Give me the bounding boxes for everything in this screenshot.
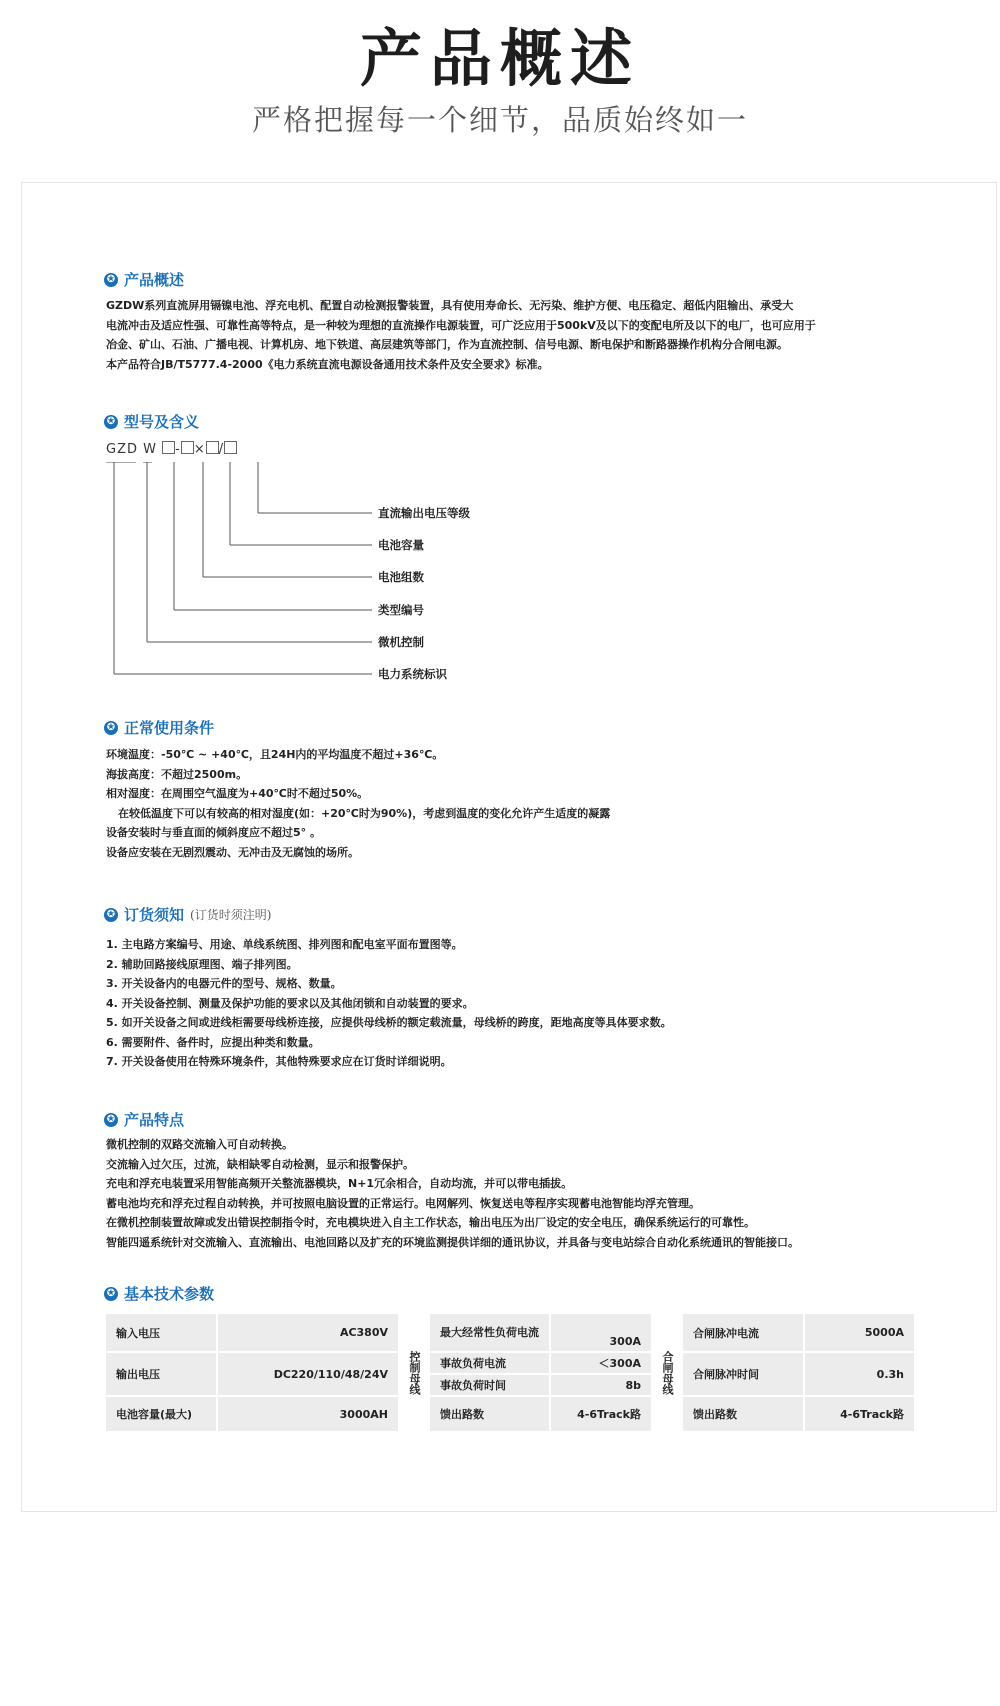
features-line: 交流输入过欠压，过流，缺相缺零自动检测，显示和报警保护。	[106, 1157, 414, 1171]
page-header	[0, 0, 1000, 180]
conditions-text	[106, 745, 916, 862]
star-bullet-icon: ✪	[104, 908, 118, 922]
features-text	[106, 1135, 916, 1252]
star-bullet-icon: ✪	[104, 415, 118, 429]
table-row	[105, 1352, 915, 1374]
spec-label: 合闸脉冲电流	[682, 1313, 804, 1352]
overview-line: 本产品符合JB/T5777.4-2000《电力系统直流电源设备通用技术条件及安全要求》标准。	[106, 357, 549, 371]
model-label-groups: 电池组数	[378, 570, 424, 584]
spec-value: DC220/110/48/24V	[217, 1352, 399, 1396]
features-line: 蓄电池均充和浮充过程自动转换，并可按照电脑设置的正常运行。电网解列、恢复送电等程序实现蓄电池智能均浮充管理。	[106, 1196, 700, 1210]
spec-value: 3000AH	[217, 1396, 399, 1432]
ordering-list	[106, 935, 916, 1072]
section-features-title	[104, 1110, 184, 1130]
spec-label: 馈出路数	[682, 1396, 804, 1432]
model-label-micro: 微机控制	[378, 635, 424, 649]
spec-label: 输出电压	[105, 1352, 217, 1396]
overview-line: 电流冲击及适应性强、可靠性高等特点，是一种较为理想的直流操作电源装置，可广泛应用于500kV及以下的变配电所及以下的电厂，也可应用于	[106, 318, 816, 332]
conditions-line: 设备应安装在无剧烈震动、无冲击及无腐蚀的场所。	[106, 845, 359, 859]
spec-value: ＜300A	[550, 1352, 652, 1374]
section-ordering-note: (订货时须注明)	[190, 908, 272, 922]
conditions-line: 在较低温度下可以有较高的相对湿度(如：+20℃时为90%)，考虑到温度的变化允许产生适度的凝露	[118, 806, 611, 820]
features-line: 充电和浮充电装置采用智能高频开关整流器模块，N+1冗余相合，自动均流，并可以带电插拔。	[106, 1177, 573, 1190]
spec-table	[104, 1312, 916, 1433]
section-conditions-title	[104, 718, 214, 738]
features-line: 微机控制的双路交流输入可自动转换。	[106, 1138, 293, 1151]
ordering-item: 7. 开关设备使用在特殊环境条件，其他特殊要求应在订货时详细说明。	[106, 1055, 452, 1068]
conditions-line: 环境温度：-50℃ ~ +40℃，且24H内的平均温度不超过+36℃。	[106, 748, 444, 761]
model-code-dash: -	[175, 442, 181, 457]
overview-text	[106, 296, 916, 374]
overview-line: 冶金、矿山、石油、广播电视、计算机房、地下铁道、高层建筑等部门，作为直流控制、信号电源、断电保护和断路器操作机构分合闸电源。	[106, 338, 788, 351]
spec-label: 事故负荷时间	[429, 1374, 550, 1396]
spec-value: 0.3h	[804, 1352, 915, 1396]
model-label-type: 类型编号	[378, 603, 424, 617]
spec-label: 输入电压	[105, 1313, 217, 1352]
spec-value: AC380V	[217, 1313, 399, 1352]
ordering-item: 2. 辅助回路接线原理图、端子排列图。	[106, 957, 298, 971]
box-placeholder-icon	[224, 441, 237, 454]
table-row	[105, 1396, 915, 1432]
control-bus-label: 控制母线	[399, 1313, 429, 1432]
features-line: 在微机控制装置故障或发出错误控制指令时，充电模块进入自主工作状态，输出电压为出厂设定的安全电压，确保系统运行的可靠性。	[106, 1216, 755, 1229]
box-placeholder-icon	[181, 441, 194, 454]
star-bullet-icon: ✪	[104, 1113, 118, 1127]
page-title: 产品概述	[359, 22, 640, 95]
ordering-item: 3. 开关设备内的电器元件的型号、规格、数量。	[106, 977, 342, 990]
section-specs-title	[104, 1284, 214, 1304]
features-line: 智能四遥系统针对交流输入、直流输出、电池回路以及扩充的环境监测提供详细的通讯协议，并具备与变电站综合自动化系统通讯的智能接口。	[106, 1235, 799, 1249]
spec-label: 事故负荷电流	[429, 1352, 550, 1374]
model-code	[106, 441, 237, 457]
conditions-line: 海拔高度：不超过2500m。	[106, 767, 248, 781]
section-ordering-label: 订货须知	[124, 906, 185, 924]
model-code-slash: /	[218, 442, 225, 457]
star-bullet-icon: ✪	[104, 721, 118, 735]
closing-bus-label: 合闸母线	[652, 1313, 682, 1432]
spec-label: 最大经常性负荷电流	[429, 1313, 550, 1352]
section-conditions-label: 正常使用条件	[124, 719, 215, 737]
conditions-line: 相对湿度：在周围空气温度为+40℃时不超过50%。	[106, 787, 369, 800]
model-label-power: 电力系统标识	[378, 667, 447, 681]
table-row	[105, 1313, 915, 1352]
section-model-label: 型号及含义	[124, 413, 200, 431]
spec-label: 电池容量(最大)	[105, 1396, 217, 1432]
model-label-capacity: 电池容量	[378, 538, 424, 552]
spec-value: 5000A	[804, 1313, 915, 1352]
section-specs-label: 基本技术参数	[124, 1285, 215, 1303]
ordering-item: 6. 需要附件、备件时，应提出种类和数量。	[106, 1035, 320, 1049]
spec-value: 4-6Track路	[550, 1396, 652, 1432]
ordering-item: 4. 开关设备控制、测量及保护功能的要求以及其他闭锁和自动装置的要求。	[106, 996, 474, 1010]
star-bullet-icon: ✪	[104, 273, 118, 287]
section-features-label: 产品特点	[124, 1111, 185, 1129]
model-label-voltage: 直流输出电压等级	[378, 506, 470, 520]
page-subtitle: 严格把握每一个细节，品质始终如一	[251, 103, 748, 137]
section-overview-title	[104, 270, 184, 290]
spec-label: 馈出路数	[429, 1396, 550, 1432]
section-model-title	[104, 412, 199, 432]
model-code-prefix: GZD	[106, 442, 138, 457]
box-placeholder-icon	[206, 441, 219, 454]
box-placeholder-icon	[162, 441, 175, 454]
spec-label: 合闸脉冲时间	[682, 1352, 804, 1396]
spec-value: 4-6Track路	[804, 1396, 915, 1432]
spec-value: 8b	[550, 1374, 652, 1396]
model-code-w: W	[143, 442, 157, 457]
ordering-item: 1. 主电路方案编号、用途、单线系统图、排列图和配电室平面布置图等。	[106, 938, 463, 951]
section-ordering-title	[104, 905, 271, 925]
spec-value: 300A	[550, 1313, 652, 1352]
conditions-line: 设备安装时与垂直面的倾斜度应不超过5° 。	[106, 826, 321, 839]
ordering-item: 5. 如开关设备之间或进线柜需要母线桥连接，应提供母线桥的额定载流量，母线桥的跨度，距地高度等具体要求数。	[106, 1016, 672, 1029]
section-overview-label: 产品概述	[124, 271, 185, 289]
model-code-times: ×	[193, 442, 206, 457]
star-bullet-icon: ✪	[104, 1287, 118, 1301]
overview-line: GZDW系列直流屏用镉镍电池、浮充电机、配置自动检测报警装置，具有使用寿命长、无污染、维护方便、电压稳定、超低内阻输出、承受大	[106, 299, 794, 312]
